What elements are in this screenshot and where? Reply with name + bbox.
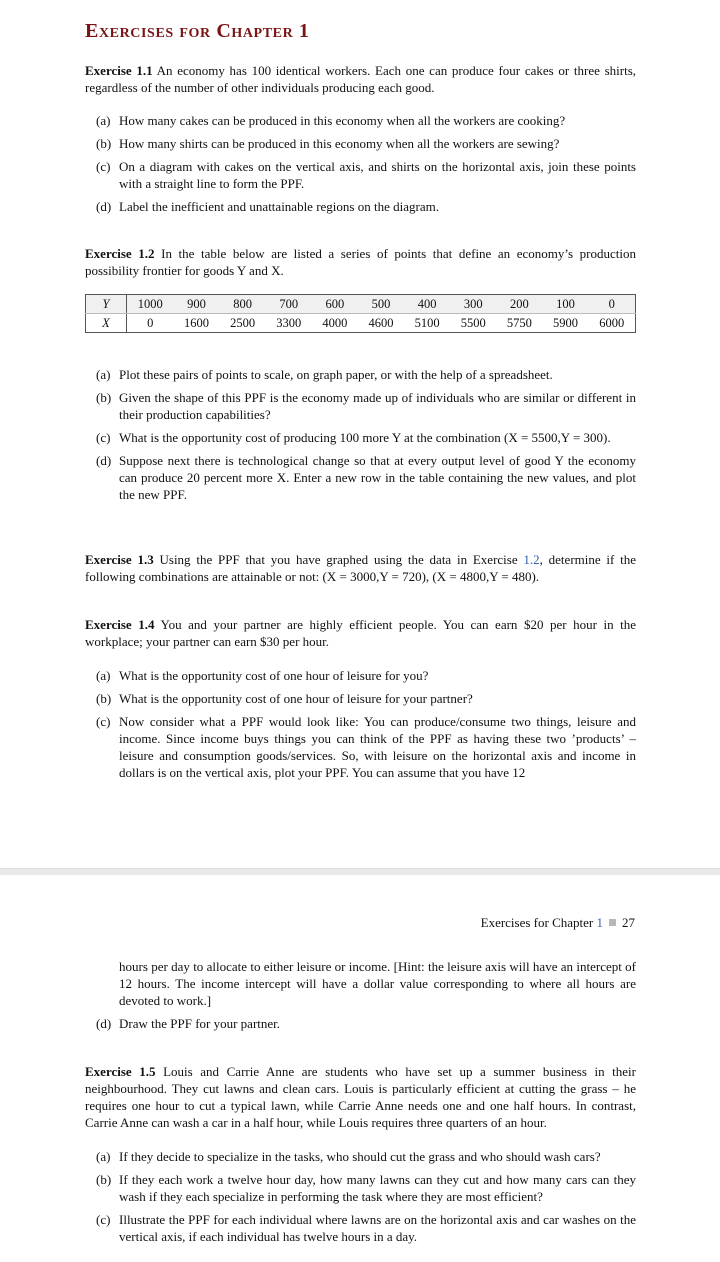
table-cell: 5750 (506, 315, 532, 330)
list-item: (c) On a diagram with cakes on the vertical axis, and shirts on the horizontal axis, join these points with a straight line to form the PPF. (96, 159, 636, 191)
list-item: (a) If they decide to specialize in the tasks, who should cut the grass and who should wash cars? (96, 1149, 601, 1164)
list-item: (c) Now consider what a PPF would look like: You can produce/consume two things, leisure and income. Since income buys things you can think of the PPF as having these two ’products’ – leisure and consumption goods/services. So, with leisure on the horizontal axis and income in dollars is on the vertical axis, plot your PPF. You can assume that you have 12 (96, 714, 636, 780)
list-item: (d) Draw the PPF for your partner. (96, 1016, 281, 1031)
chapter-title: Exercises for Chapter 1 (85, 20, 310, 42)
exercise-label: Exercise 1.4 (85, 617, 155, 632)
table-cell: 0 (589, 295, 636, 314)
table-cell: 1000 (127, 295, 174, 314)
list-item: (b) Given the shape of this PPF is the economy made up of individuals who are similar or different in their production capabilities? (96, 390, 636, 422)
running-header-text: Exercises for Chapter (480, 915, 597, 930)
table-cell: 900 (173, 295, 219, 314)
exercise-1-2 (85, 245, 636, 279)
list-item: (b) What is the opportunity cost of one hour of leisure for your partner? (96, 691, 473, 706)
exercise-text: An economy has 100 identical workers. Each one can produce four cakes or three shirts, regardless of the number of other individuals producing each good. (85, 63, 637, 95)
table-cell: 400 (404, 295, 450, 314)
table-cell: 0 (147, 315, 154, 330)
table-cell: 300 (450, 295, 496, 314)
table-cell: 500 (358, 295, 404, 314)
table-cell: 5500 (460, 315, 486, 330)
table-cell: 600 (312, 295, 358, 314)
table-cell: 4600 (368, 315, 394, 330)
exercise-1-3 (85, 551, 636, 585)
exercise-1-1-items (96, 112, 636, 221)
list-item: (d) Suppose next there is technological change so that at every output level of good Y the economy can produce 20 percent more X. Enter a new row in the table containing the new values, and plot the new PPF. (96, 453, 636, 502)
exercise-label: Exercise 1.2 (85, 246, 155, 261)
exercise-1-4 (85, 616, 636, 650)
table-cell: 1600 (183, 315, 209, 330)
table-row (86, 314, 636, 333)
exercise-text-cont: , determine if the following combinations are attainable or not: (X = 3000,Y = 720), (X = 4800,Y = 480). (85, 552, 637, 584)
table-cell: 5100 (414, 315, 440, 330)
list-item: (b) If they each work a twelve hour day, how many lawns can they cut and how many cars can they wash if they each specialize in performing the task where they are most efficient? (96, 1172, 636, 1204)
table-cell: 6000 (599, 315, 625, 330)
table-cell: 200 (496, 295, 542, 314)
list-item: (b) How many shirts can be produced in this economy when all the workers are sewing? (96, 136, 560, 151)
exercise-reference-link[interactable]: 1.2 (523, 552, 540, 567)
exercise-1-4-items (96, 667, 636, 787)
exercise-text: Using the PPF that you have graphed using the data in Exercise (159, 552, 524, 567)
exercise-1-4-continued (96, 958, 636, 1038)
exercise-text: Louis and Carrie Anne are students who have set up a summer business in their neighbourhood. They cut lawns and clean cars. Louis is particularly efficient at cutting the grass – he requires one hour to cut a typical lawn, while Carrie Anne needs one and one half hours. In contrast, Carrie Anne can wash a car in a half hour, while Louis requires three quarters of an hour. (85, 1064, 636, 1130)
page-break (0, 868, 720, 875)
page-2 (0, 875, 720, 1262)
exercise-label: Exercise 1.5 (85, 1064, 156, 1079)
row-header: X (86, 314, 127, 333)
exercise-text: In the table below are listed a series of points that define an economy’s production possibility frontier for goods Y and X. (85, 246, 637, 278)
exercise-text: You and your partner are highly efficient people. You can earn $20 per hour in the workplace; your partner can earn $30 per hour. (85, 617, 636, 649)
row-header: Y (86, 295, 127, 314)
list-item: (a) How many cakes can be produced in this economy when all the workers are cooking? (96, 113, 566, 128)
table-row (86, 295, 636, 314)
list-item: (c) What is the opportunity cost of producing 100 more Y at the combination (X = 5500,Y = 300). (96, 430, 611, 445)
exercise-1-1 (85, 62, 636, 96)
list-item: (c) Illustrate the PPF for each individual where lawns are on the horizontal axis and car washes on the vertical axis, if each individual has twelve hours in a day. (96, 1212, 636, 1244)
exercise-label: Exercise 1.3 (85, 552, 154, 567)
running-header-chapter: 1 (596, 915, 603, 930)
table-cell: 700 (266, 295, 312, 314)
table-cell: 800 (220, 295, 266, 314)
list-item: (a) What is the opportunity cost of one hour of leisure for you? (96, 668, 429, 683)
list-item: (a) Plot these pairs of points to scale, on graph paper, or with the help of a spreadsheet. (96, 367, 553, 382)
table-cell: 100 (542, 295, 588, 314)
table-cell: 2500 (230, 315, 256, 330)
table-cell: 3300 (276, 315, 302, 330)
table-cell: 5900 (552, 315, 578, 330)
exercise-1-5-items (96, 1148, 636, 1251)
page-number: 27 (622, 915, 635, 930)
exercise-1-5 (85, 1063, 636, 1131)
exercise-label: Exercise 1.1 (85, 63, 153, 78)
square-separator-icon (609, 919, 616, 926)
exercise-1-2-items (96, 366, 636, 509)
table-cell: 4000 (322, 315, 348, 330)
ppf-table (85, 294, 636, 333)
list-item: (d) Label the inefficient and unattainable regions on the diagram. (96, 199, 439, 214)
running-header (481, 915, 635, 931)
list-item: hours per day to allocate to either leisure or income. [Hint: the leisure axis will have an intercept of 12 hours. The income intercept will have a dollar value corresponding to where all hours are devoted to work.] (119, 959, 636, 1008)
